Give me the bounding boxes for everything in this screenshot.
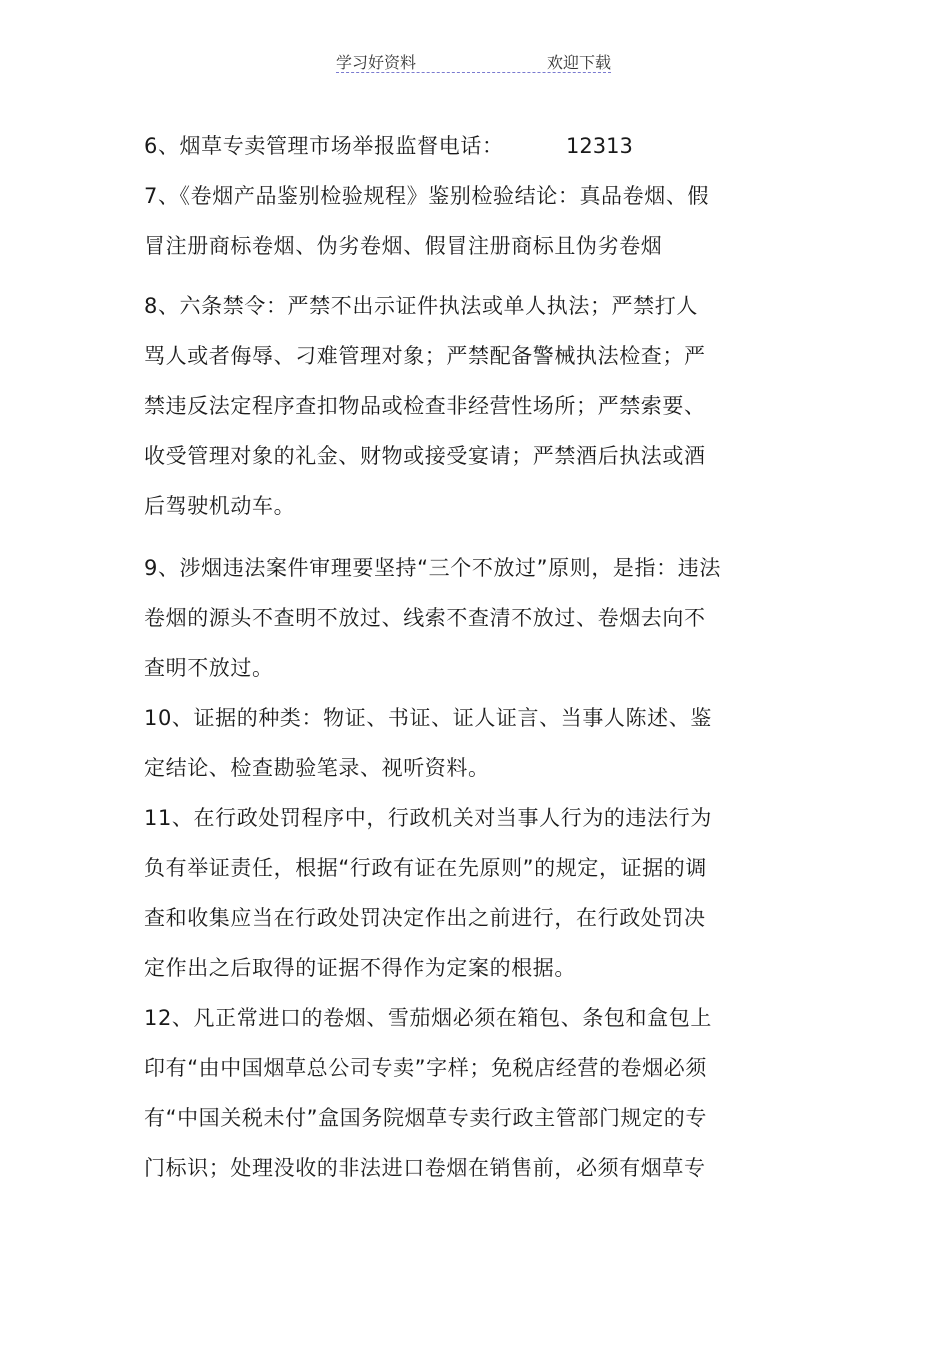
text-line: 11、在行政处罚程序中，行政机关对当事人行为的违法行为 xyxy=(144,806,712,830)
text-line: 有“中国关税未付”盒国务院烟草专卖行政主管部门规定的专 xyxy=(144,1106,707,1130)
text-line: 门标识；处理没收的非法进口卷烟在销售前，必须有烟草专 xyxy=(144,1156,706,1180)
text-line: 12、凡正常进口的卷烟、雪茄烟必须在箱包、条包和盒包上 xyxy=(144,1006,712,1030)
text-line: 8、六条禁令：严禁不出示证件执法或单人执法；严禁打人 xyxy=(144,294,698,318)
header-left-text: 学习好资料 xyxy=(336,53,417,72)
item-6-text: 6、烟草专卖管理市场举报监督电话： xyxy=(144,134,504,158)
text-line: 10、证据的种类：物证、书证、证人证言、当事人陈述、鉴 xyxy=(144,706,712,730)
text-line: 7、《卷烟产品鉴别检验规程》鉴别检验结论：真品卷烟、假 xyxy=(144,184,710,208)
text-line: 印有“由中国烟草总公司专卖”字样；免税店经营的卷烟必须 xyxy=(144,1056,707,1080)
text-line: 定结论、检查勘验笔录、视听资料。 xyxy=(144,756,490,780)
text-line: 9、涉烟违法案件审理要坚持“三个不放过”原则，是指：违法 xyxy=(144,556,721,580)
text-line: 定作出之后取得的证据不得作为定案的根据。 xyxy=(144,956,576,980)
text-line: 骂人或者侮辱、刁难管理对象；严禁配备警械执法检查；严 xyxy=(144,344,706,368)
text-line: 冒注册商标卷烟、伪劣卷烟、假冒注册商标且伪劣卷烟 xyxy=(144,234,663,258)
text-line: 查明不放过。 xyxy=(144,656,274,680)
text-line: 查和收集应当在行政处罚决定作出之前进行，在行政处罚决 xyxy=(144,906,706,930)
text-line: 后驾驶机动车。 xyxy=(144,494,296,518)
text-line: 负有举证责任，根据“行政有证在先原则”的规定，证据的调 xyxy=(144,856,707,880)
text-line: 收受管理对象的礼金、财物或接受宴请；严禁酒后执法或酒 xyxy=(144,444,706,468)
item-6-number: 12313 xyxy=(566,134,633,158)
text-line: 卷烟的源头不查明不放过、线索不查清不放过、卷烟去向不 xyxy=(144,606,706,630)
text-line: 禁违反法定程序查扣物品或检查非经营性场所；严禁索要、 xyxy=(144,394,706,418)
header-right-text: 欢迎下载 xyxy=(546,53,611,72)
page-header xyxy=(336,48,611,73)
